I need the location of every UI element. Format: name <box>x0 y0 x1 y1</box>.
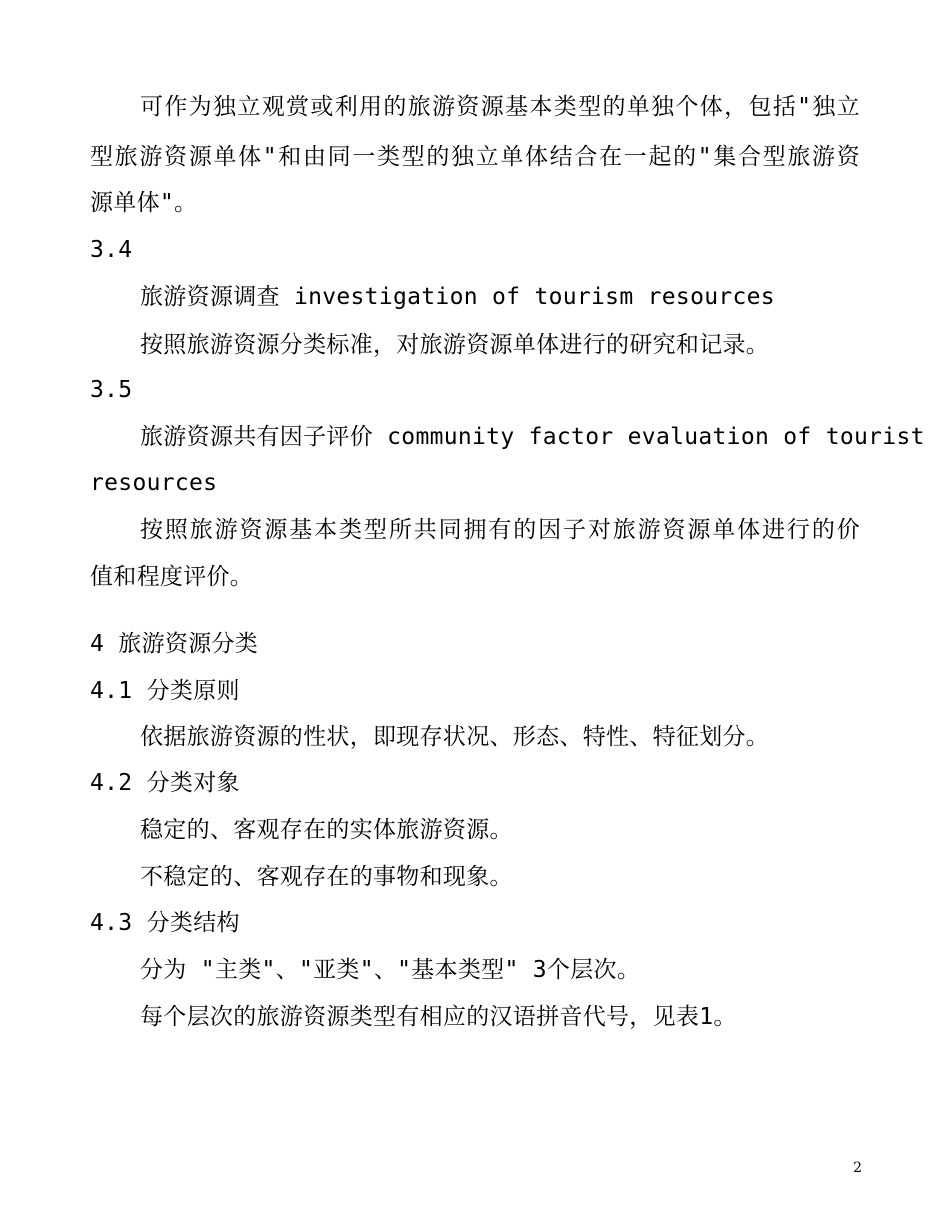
section-heading-4-3: 4.3 分类结构 <box>90 910 240 936</box>
section-heading-4-2: 4.2 分类对象 <box>90 770 240 796</box>
section-number-3-4: 3.4 <box>90 237 133 263</box>
definition-paragraph-line-2: 型旅游资源单体"和由同一类型的独立单体结合在一起的"集合型旅游资 <box>90 144 860 170</box>
definition-paragraph-line-1: 可作为独立观赏或利用的旅游资源基本类型的单独个体，包括"独立 <box>140 94 860 120</box>
text-4-1: 依据旅游资源的性状，即现存状况、形态、特性、特征划分。 <box>140 724 770 750</box>
definition-3-4: 按照旅游资源分类标准，对旅游资源单体进行的研究和记录。 <box>140 332 770 358</box>
text-4-2-b: 不稳定的、客观存在的事物和现象。 <box>140 864 513 890</box>
section-number-3-5: 3.5 <box>90 377 133 403</box>
term-3-4: 旅游资源调查 investigation of tourism resources <box>140 284 775 310</box>
definition-3-5-line-2: 值和程度评价。 <box>90 564 254 590</box>
text-4-3-a: 分为 "主类"、"亚类"、"基本类型" 3个层次。 <box>140 957 641 983</box>
text-4-2-a: 稳定的、客观存在的实体旅游资源。 <box>140 817 513 843</box>
text-4-3-b: 每个层次的旅游资源类型有相应的汉语拼音代号，见表1。 <box>140 1004 737 1030</box>
section-heading-4: 4 旅游资源分类 <box>90 631 259 657</box>
definition-paragraph-line-3: 源单体"。 <box>90 190 198 216</box>
page-number: 2 <box>853 1160 862 1176</box>
definition-3-5-line-1: 按照旅游资源基本类型所共同拥有的因子对旅游资源单体进行的价 <box>140 517 860 543</box>
term-3-5-line-1: 旅游资源共有因子评价 community factor evaluation of tourist <box>140 424 925 450</box>
term-3-5-line-2: resources <box>90 470 218 496</box>
section-heading-4-1: 4.1 分类原则 <box>90 678 240 704</box>
